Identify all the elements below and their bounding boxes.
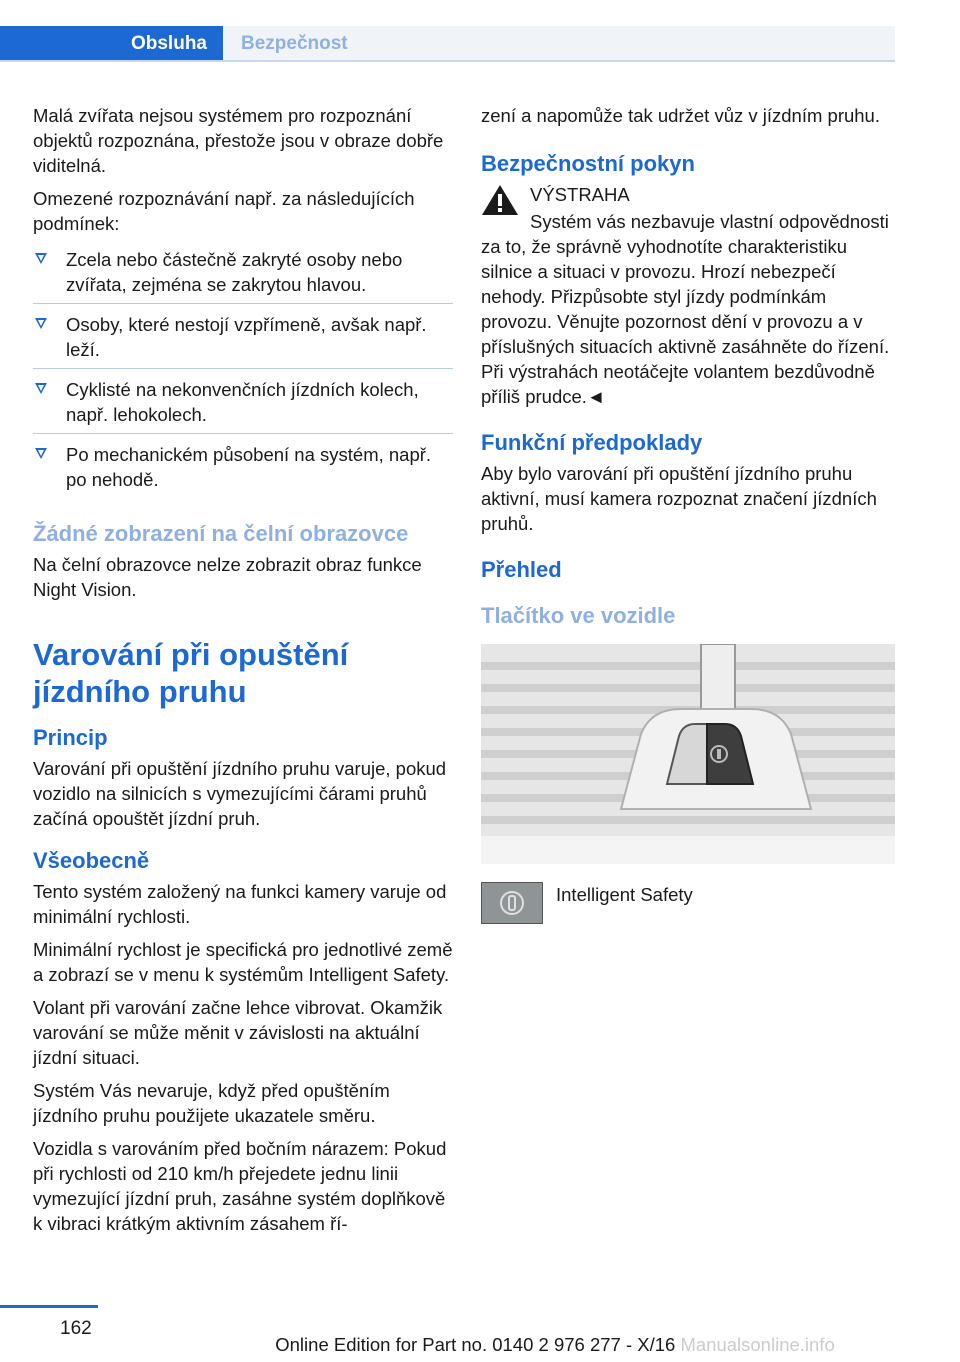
heading-prerequisites: Funkční předpoklady	[481, 430, 703, 455]
button-photo	[481, 644, 895, 864]
paragraph: Na čelní obrazovce nelze zobrazit obraz funkce Night Vision.	[33, 554, 422, 600]
condition-list	[33, 244, 453, 498]
bullet-triangle-icon	[35, 383, 47, 394]
legend-label: Intelligent Safety	[556, 884, 693, 905]
heading-safety: Bezpečnostní pokyn	[481, 151, 695, 176]
list-item: Cyklisté na nekonvenčních jízdních kolech, např. lehokolech.	[33, 374, 453, 434]
paragraph: Omezené rozpoznávání např. za následujících podmínek:	[33, 188, 415, 234]
heading-hud: Žádné zobrazení na čelní obrazovce	[33, 521, 409, 546]
heading-overview: Přehled	[481, 557, 562, 582]
watermark: Manualsonline.info	[680, 1334, 835, 1355]
paragraph: Tento systém založený na funkci kamery varuje od minimální rychlosti.	[33, 881, 447, 927]
paragraph: Vozidla s varováním před bočním nárazem: Pokud při rychlosti od 210 km/h přejedete jednu linii vymezující jízdní pruh, zasáhne systém doplňkově k vibraci krátkým aktivním zásahem ří-	[33, 1138, 447, 1234]
bullet-triangle-icon	[35, 448, 47, 459]
tab-bezpecnost[interactable]: Bezpečnost	[223, 26, 895, 61]
paragraph: Minimální rychlost je specifická pro jednotlivé země a zobrazí se v menu k systémům Intelligent Safety.	[33, 939, 453, 985]
warning-text: Systém vás nezbavuje vlastní odpovědnosti za to, že správně vyhodnotíte charakteristiku silnice a situaci v provozu. Hrozí nebezpečí nehody. Přizpůsobte styl jízdy podmínkám provozu. Věnujte pozornost dění v provozu a v příslušných situacích aktivně zasáhněte do řízení. Při výstrahách neotáčejte volantem bezdůvodně příliš prudce.◄	[481, 211, 890, 407]
edition-line	[0, 1334, 960, 1356]
heading-button: Tlačítko ve vozidle	[481, 603, 676, 628]
heading-princip: Princip	[33, 725, 108, 750]
footer-rule	[0, 1305, 98, 1308]
warning-title: VÝSTRAHA	[530, 184, 630, 205]
right-column	[481, 103, 901, 924]
page-number: 162	[60, 1318, 92, 1339]
legend-row	[481, 882, 901, 924]
edition-text: Online Edition for Part no. 0140 2 976 277 - X/16	[275, 1334, 676, 1355]
section-title: Varování při opuštění jízdního pruhu	[33, 637, 349, 709]
heading-general: Všeobecně	[33, 848, 150, 873]
left-column	[33, 103, 453, 1244]
list-item: Po mechanickém působení na systém, např. po nehodě.	[33, 439, 453, 498]
list-item: Zcela nebo částečně zakryté osoby nebo zvířata, zejména se zakrytou hlavou.	[33, 244, 453, 304]
warning-block	[481, 182, 901, 409]
header-tabs	[0, 26, 895, 61]
paragraph: Systém Vás nevaruje, když před opuštěním jízdního pruhu použijete ukazatele směru.	[33, 1080, 390, 1126]
header-divider	[0, 60, 895, 62]
bullet-triangle-icon	[35, 318, 47, 329]
paragraph: Volant při varování začne lehce vibrovat. Okamžik varování se může měnit v závislosti na aktuální jízdní situaci.	[33, 997, 443, 1068]
paragraph: zení a napomůže tak udržet vůz v jízdním pruhu.	[481, 105, 880, 126]
intelligent-safety-button-icon	[481, 882, 543, 924]
paragraph: Aby bylo varování při opuštění jízdního pruhu aktivní, musí kamera rozpoznat značení jízdních pruhů.	[481, 463, 877, 534]
list-item: Osoby, které nestojí vzpřímeně, avšak např. leží.	[33, 309, 453, 369]
paragraph: Malá zvířata nejsou systémem pro rozpoznání objektů rozpoznána, přestože jsou v obraze dobře viditelná.	[33, 105, 444, 176]
tab-obsluha[interactable]: Obsluha	[0, 26, 223, 61]
bullet-triangle-icon	[35, 253, 47, 264]
warning-triangle-icon	[481, 184, 519, 216]
paragraph: Varování při opuštění jízdního pruhu varuje, pokud vozidlo na silnicích s vymezujícími čárami pruhů začíná opouštět jízdní pruh.	[33, 758, 447, 829]
